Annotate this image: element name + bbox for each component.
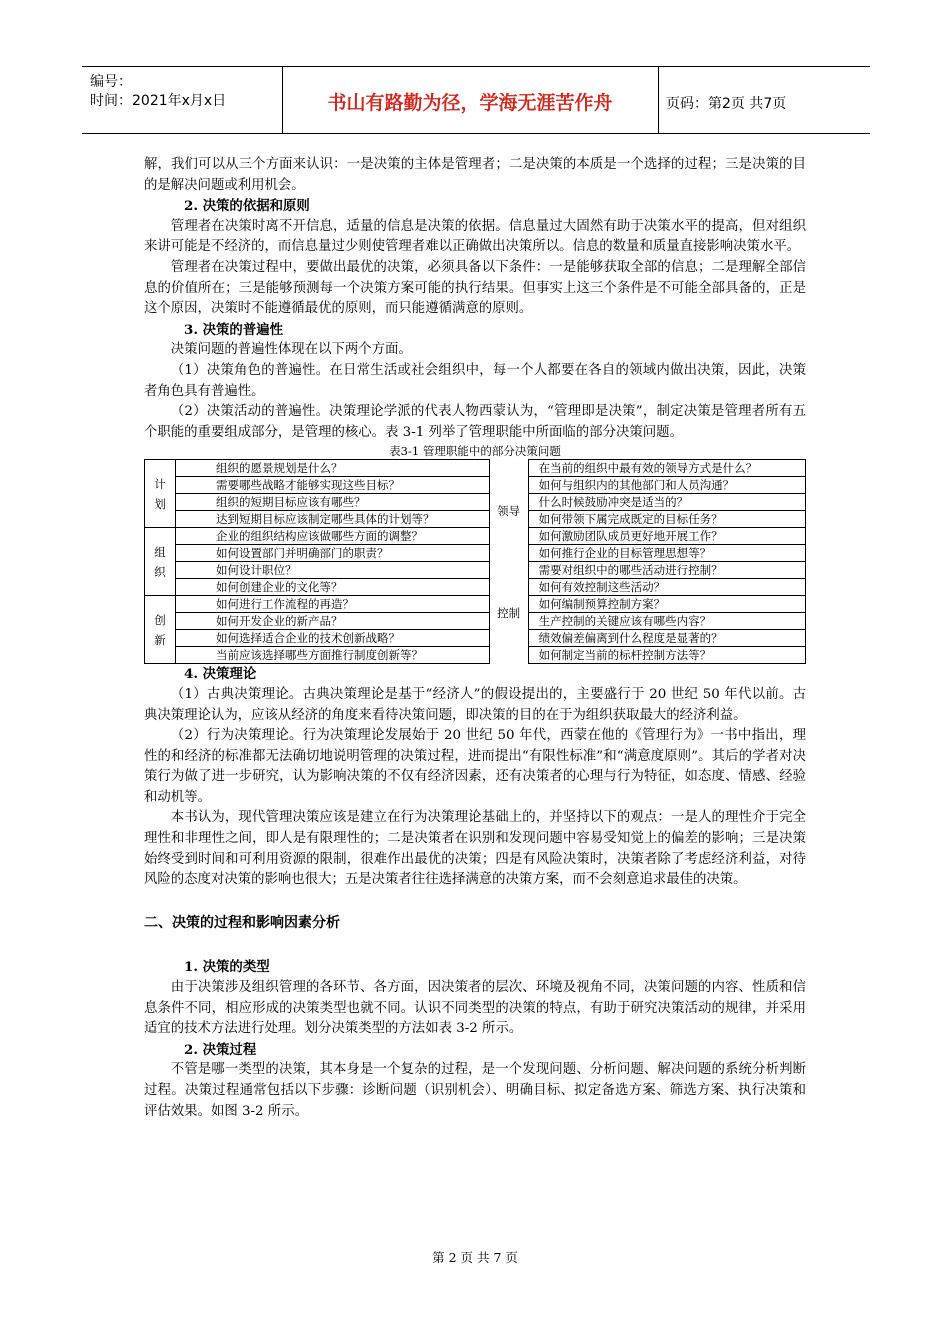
header-top-rule (82, 66, 870, 67)
category-char: 新 (154, 632, 166, 647)
category-label (145, 460, 176, 528)
table-cell: 如何推行企业的目标管理思想等？ (528, 545, 805, 562)
paragraph: （2）决策活动的普遍性。决策理论学派的代表人物西蒙认为，“管理即是决策”，制定决策是管理者所有五个职能的重要组成部分，是管理的核心。表 3-1 列举了管理职能中所面临的部分决策问题。 (144, 404, 806, 440)
table-cell: 如何与组织内的其他部门和人员沟通？ (528, 477, 805, 494)
category-char: 领 (497, 503, 509, 518)
table-cell: 如何创建企业的文化等？ (176, 579, 490, 596)
header-bottom-rule (82, 133, 870, 134)
page-header (82, 66, 870, 134)
paragraph: （2）行为决策理论。行为决策理论发展始于 20 世纪 50 年代，西蒙在他的《管理行为》一书中指出，理性的和经济的标准都无法确切地说明管理的决策过程，进而提出“有限性标准”和“满意度原则”。其后的学者对决策行为做了进一步研究，认为影响决策的不仅有经济因素，还有决策者的心理与行为特征，如态度、情感、经验和动机等。 (144, 728, 806, 805)
paragraph: 管理者在决策过程中，要做出最优的决策，必须具备以下条件：一是能够获取全部的信息；二是理解全部信息的价值所在；三是能够预测每一个决策方案可能的执行结果。但事实上这三个条件是不可能全部具备的，正是这个原因，决策时不能遵循最优的原则，而只能遵循满意的原则。 (144, 259, 806, 317)
table-row (145, 460, 806, 477)
table-row (145, 596, 806, 613)
table-cell: 如何带领下属完成既定的目标任务？ (528, 511, 805, 528)
table-row (145, 630, 806, 647)
paragraph: 决策问题的普遍性体现在以下两个方面。 (170, 342, 412, 358)
table-cell: 在当前的组织中最有效的领导方式是什么？ (528, 460, 805, 477)
section-title: 二、决策的过程和影响因素分析 (144, 914, 340, 931)
subsection-heading: 2. 决策过程 (184, 1041, 257, 1058)
paragraph: 解，我们可以从三个方面来认识：一是决策的主体是管理者；二是决策的本质是一个选择的过程；三是决策的目的是解决问题或利用机会。 (144, 157, 806, 193)
table-cell: 如何设置部门并明确部门的职责？ (176, 545, 490, 562)
category-char: 控 (497, 605, 509, 620)
table-cell: 如何制定当前的标杆控制方法等？ (528, 647, 805, 664)
category-label (145, 596, 176, 664)
category-char: 创 (154, 612, 166, 627)
header-motto: 书山有路勤为径，学海无涯苦作舟 (327, 92, 613, 114)
table-row (145, 545, 806, 562)
table-cell: 如何编制预算控制方案？ (528, 596, 805, 613)
page-body (144, 155, 806, 1122)
paragraph: （1）决策角色的普遍性。在日常生活或社会组织中，每一个人都要在各自的领域内做出决策，因此，决策者角色具有普遍性。 (144, 362, 806, 399)
table-cell: 绩效偏差偏离到什么程度是显著的？ (528, 630, 805, 647)
table-row (145, 579, 806, 596)
header-page-label: 页码：第2页 共7页 (666, 96, 787, 112)
category-label (489, 562, 528, 664)
table-cell: 如何有效控制这些活动？ (528, 579, 805, 596)
table-row (145, 494, 806, 511)
table-cell: 企业的组织结构应该做哪些方面的调整？ (176, 528, 490, 545)
table-cell: 什么时候鼓励冲突是适当的？ (528, 494, 805, 511)
table-cell: 生产控制的关键应该有哪些内容？ (528, 613, 805, 630)
category-char: 计 (154, 476, 166, 491)
table-cell: 如何进行工作流程的再造？ (176, 596, 490, 613)
category-label (489, 460, 528, 562)
paragraph: 本书认为，现代管理决策应该是建立在行为决策理论基础上的，并坚持以下的观点：一是人的理性介于完全理性和非理性之间，即人是有限理性的；二是决策者在识别和发现问题中容易受知觉上的偏差的影响；三是决策始终受到时间和可利用资源的限制，很难作出最优的决策；四是有风险决策时，决策者除了考虑经济利益，对待风险的态度对决策的影响也很大；五是决策者往往选择满意的决策方案，而不会刻意追求最佳的决策。 (144, 810, 806, 888)
table-cell: 如何激励团队成员更好地开展工作？ (528, 528, 805, 545)
table-row (145, 511, 806, 528)
table-caption: 表3-1 管理职能中的部分决策问题 (389, 444, 561, 459)
paragraph: 由于决策涉及组织管理的各环节、各方面，因决策者的层次、环境及视角不同，决策问题的内容、性质和信息条件不同，相应形成的决策类型也就不同。认识不同类型的决策的特点，有助于研究决策活动的规律，并采用适宜的技术方法进行处理。划分决策类型的方法如表 3-2 所示。 (144, 980, 806, 1037)
paragraph: 管理者在决策时离不开信息，适量的信息是决策的依据。信息量过大固然有助于决策水平的提高，但对组织来讲可能是不经济的，而信息量过少则使管理者难以正确做出决策所以。信息的数量和质量直接影响决策水平。 (144, 218, 806, 255)
table-cell: 达到短期目标应该制定哪些具体的计划等？ (176, 511, 490, 528)
header-number-label: 编号： (90, 74, 132, 90)
category-char: 织 (154, 564, 166, 579)
header-divider-right (658, 66, 659, 134)
subsection-heading: 3. 决策的普遍性 (184, 321, 283, 338)
header-time-label: 时间：2021年x月x日 (90, 93, 227, 109)
subsection-heading: 4. 决策理论 (184, 666, 257, 683)
paragraph: （1）古典决策理论。古典决策理论是基于“经济人”的假设提出的，主要盛行于 20 世纪 50 年代以前。古典决策理论认为，应该从经济的角度来看待决策问题，即决策的目的在于为组织获取最大的经济利益。 (144, 686, 806, 723)
table-row (145, 562, 806, 579)
category-char: 组 (154, 544, 166, 559)
table-row (145, 477, 806, 494)
category-char: 导 (508, 503, 521, 518)
table-cell: 需要哪些战略才能够实现这些目标？ (176, 477, 490, 494)
category-char: 划 (154, 496, 166, 511)
table-cell: 如何开发企业的新产品？ (176, 613, 490, 630)
table-row (145, 528, 806, 545)
paragraph: 不管是哪一类型的决策，其本身是一个复杂的过程，是一个发现问题、分析问题、解决问题的系统分析判断过程。决策过程通常包括以下步骤：诊断问题（识别机会）、明确目标、拟定备选方案、筛选方案、执行决策和评估效果。如图 3-2 所示。 (144, 1062, 806, 1119)
table-row (145, 647, 806, 664)
table-cell: 当前应该选择哪些方面推行制度创新等？ (176, 647, 490, 664)
category-label (145, 528, 176, 596)
table-row (145, 613, 806, 630)
table-cell: 组织的愿景规划是什么？ (176, 460, 490, 477)
category-char: 制 (508, 605, 521, 620)
table-cell: 需要对组织中的哪些活动进行控制？ (528, 562, 805, 579)
table-cell: 组织的短期目标应该有哪些？ (176, 494, 490, 511)
decision-table (144, 459, 806, 664)
subsection-heading: 2. 决策的依据和原则 (184, 198, 310, 215)
subsection-heading: 1. 决策的类型 (184, 959, 270, 976)
page-footer: 第 2 页 共 7 页 (432, 1250, 518, 1265)
table-cell: 如何选择适合企业的技术创新战略？ (176, 630, 490, 647)
table-cell: 如何设计职位？ (176, 562, 490, 579)
